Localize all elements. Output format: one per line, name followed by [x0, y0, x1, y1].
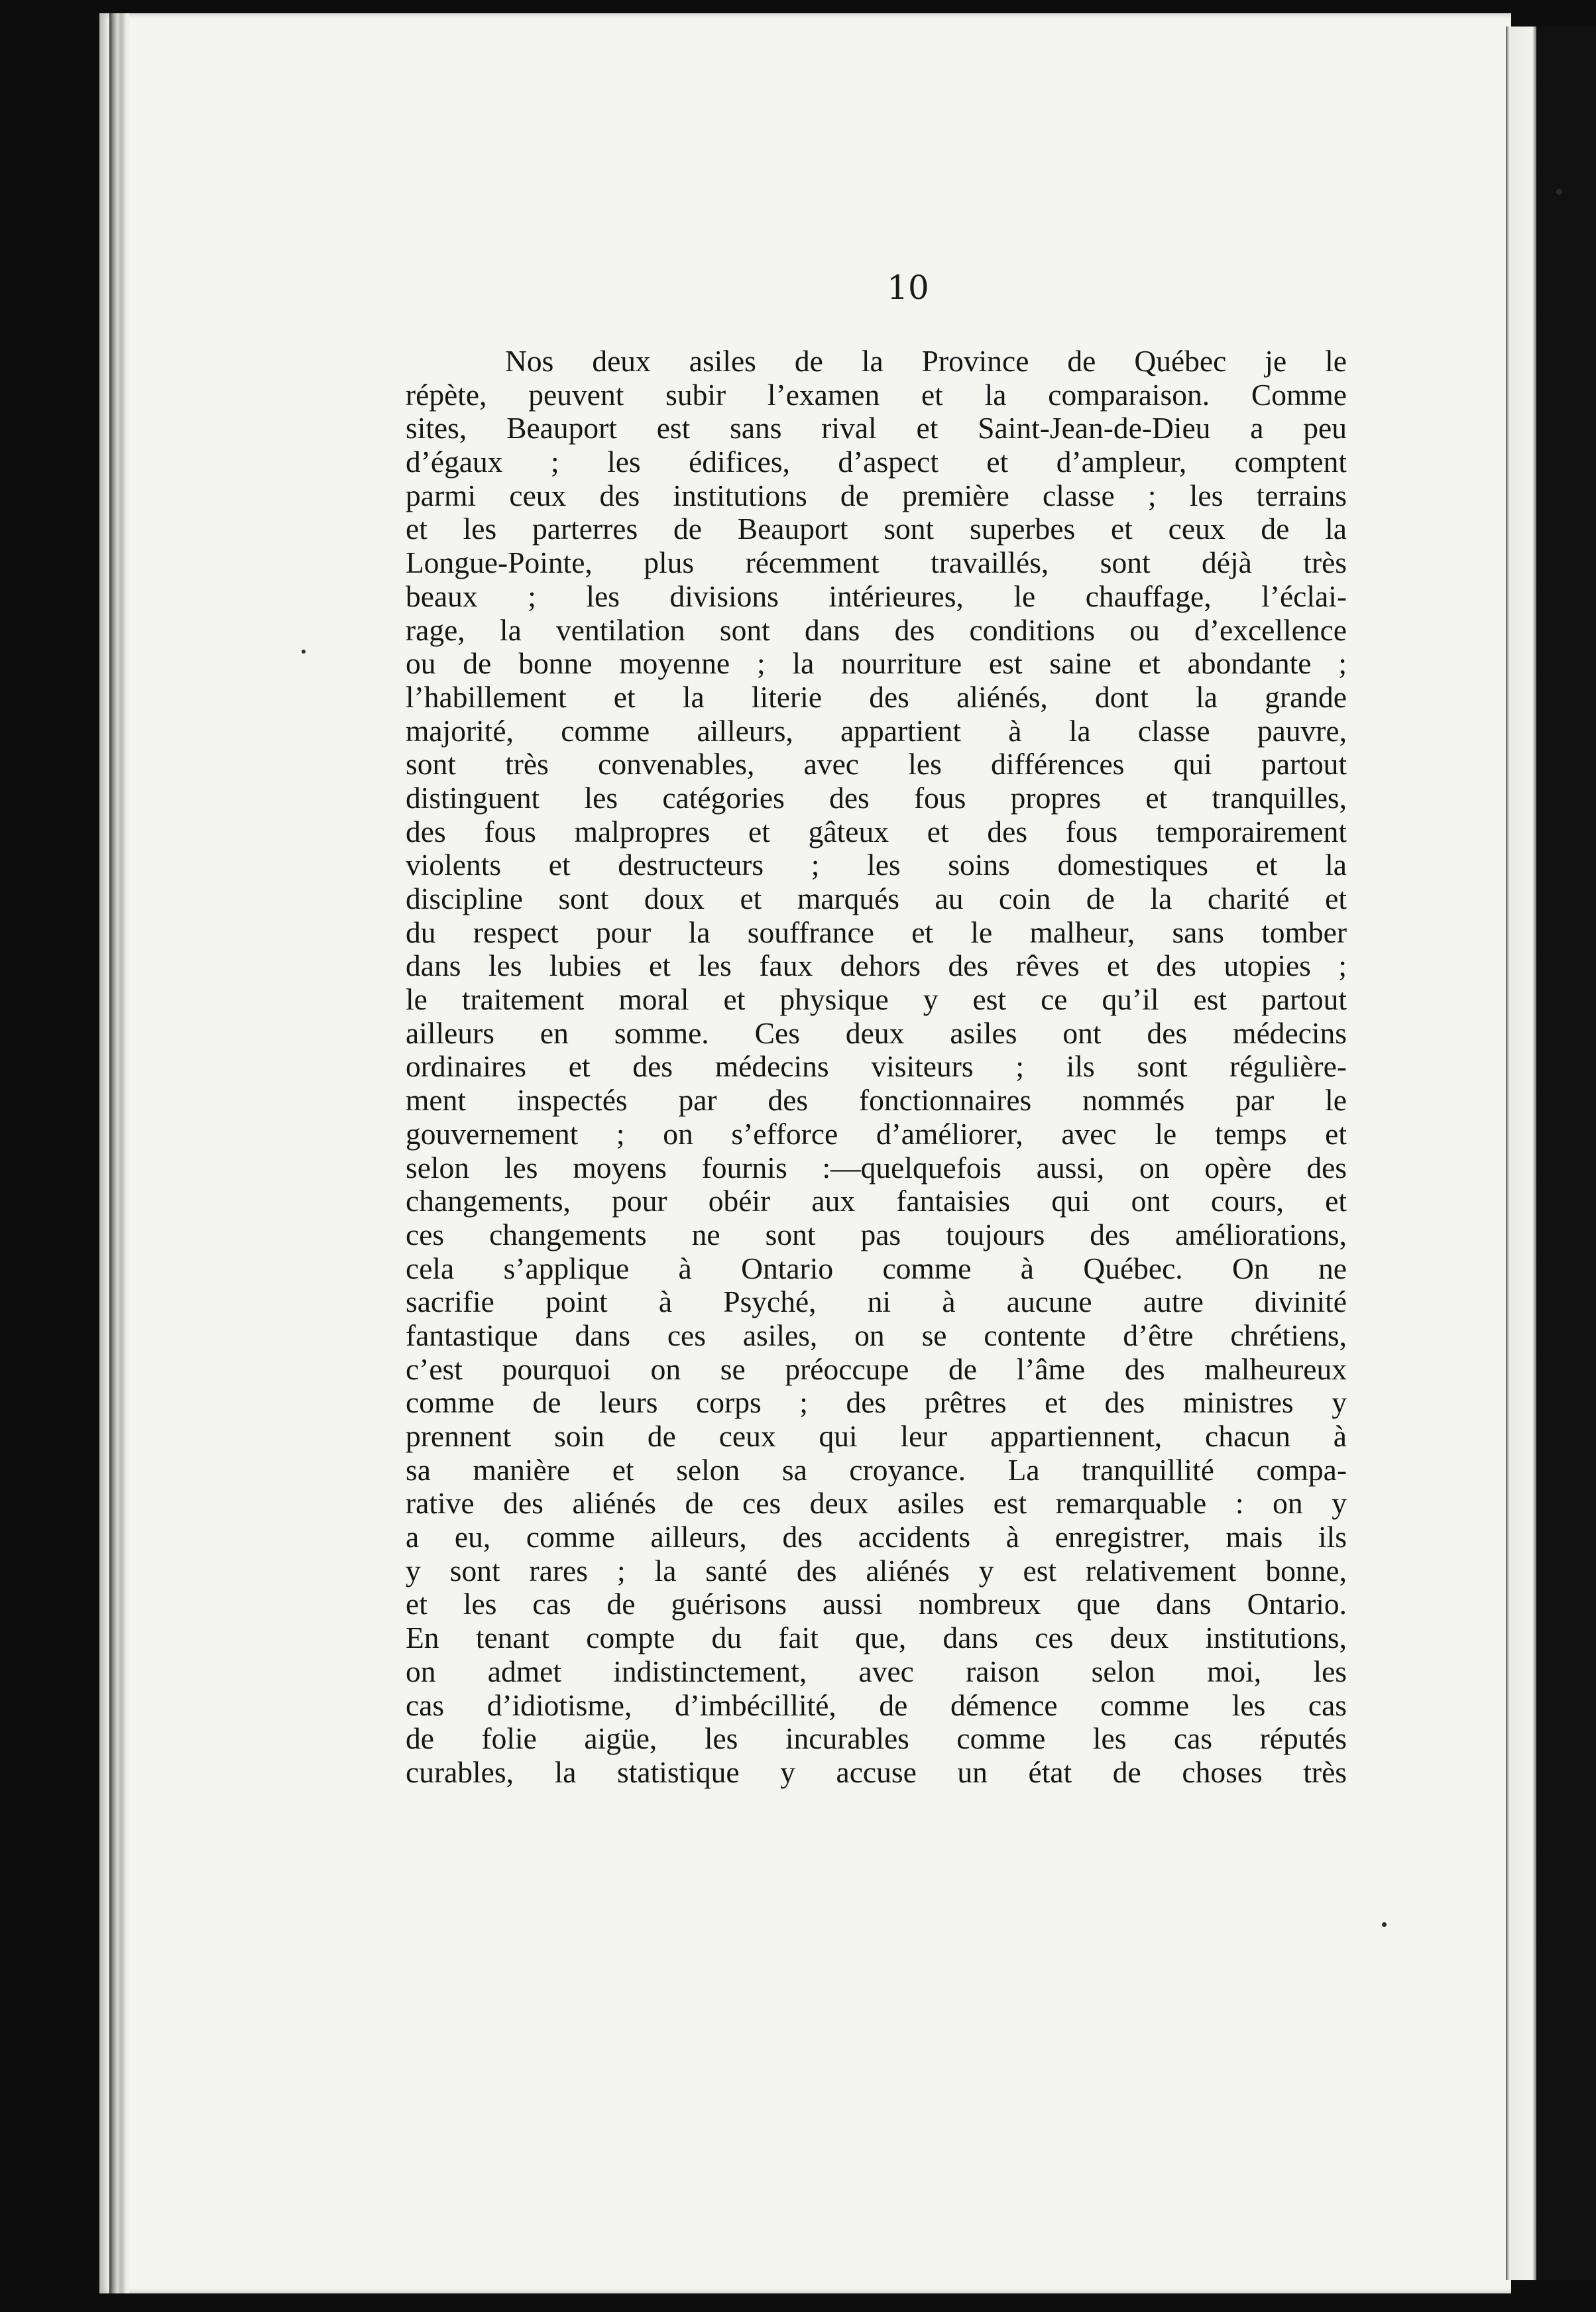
text-line: répète, peuvent subir l’examen et la comparaison. Comme: [406, 378, 1347, 412]
text-line: rative des aliénés de ces deux asiles est remarquable : on y: [406, 1487, 1347, 1521]
scan-speck: [1556, 189, 1562, 195]
text-line: discipline sont doux et marqués au coin de la charité et: [406, 882, 1347, 915]
scan-speck: [1382, 1922, 1387, 1927]
text-line: ces changements ne sont pas toujours des améliorations,: [406, 1218, 1347, 1251]
text-line: du respect pour la souffrance et le malheur, sans tomber: [406, 915, 1347, 949]
body-paragraph: [406, 345, 1347, 1790]
text-line: a eu, comme ailleurs, des accidents à enregistrer, mais ils: [406, 1521, 1347, 1554]
text-line: Longue-Pointe, plus récemment travaillés, sont déjà très: [406, 546, 1347, 580]
text-line: sites, Beauport est sans rival et Saint-Jean-de-Dieu a peu: [406, 412, 1347, 445]
text-line: Nos deux asiles de la Province de Québec je le: [505, 345, 1347, 378]
text-line: sacrifie point à Psyché, ni à aucune autre divinité: [406, 1285, 1347, 1319]
adjacent-page-edge: [1506, 27, 1536, 2280]
text-line: changements, pour obéir aux fantaisies qui ont cours, et: [406, 1185, 1347, 1218]
text-line: curables, la statistique y accuse un état de choses très: [406, 1755, 1347, 1789]
text-line: fantastique dans ces asiles, on se contente d’être chrétiens,: [406, 1318, 1347, 1352]
text-line: sa manière et selon sa croyance. La tranquillité compa-: [406, 1453, 1347, 1487]
text-line: ordinaires et des médecins visiteurs ; ils sont régulière-: [406, 1050, 1347, 1084]
text-line: y sont rares ; la santé des aliénés y est relativement bonne,: [406, 1554, 1347, 1588]
text-line: comme de leurs corps ; des prêtres et des ministres y: [406, 1386, 1347, 1420]
text-line: de folie aigüe, les incurables comme les cas réputés: [406, 1722, 1347, 1756]
text-line: et les parterres de Beauport sont superbes et ceux de la: [406, 512, 1347, 546]
scan-speck: [302, 650, 306, 654]
text-line: c’est pourquoi on se préoccupe de l’âme des malheureux: [406, 1352, 1347, 1386]
book-binding-edge: [109, 13, 129, 2293]
text-line: cas d’idiotisme, d’imbécillité, de démence comme les cas: [406, 1688, 1347, 1722]
text-line: le traitement moral et physique y est ce qu’il est partout: [406, 983, 1347, 1017]
text-line: ment inspectés par des fonctionnaires nommés par le: [406, 1084, 1347, 1118]
text-line: majorité, comme ailleurs, appartient à la classe pauvre,: [406, 714, 1347, 748]
text-line: et les cas de guérisons aussi nombreux que dans Ontario.: [406, 1588, 1347, 1621]
text-line: En tenant compte du fait que, dans ces deux institutions,: [406, 1621, 1347, 1655]
text-line: rage, la ventilation sont dans des conditions ou d’excellence: [406, 613, 1347, 647]
text-line: ou de bonne moyenne ; la nourriture est saine et abondante ;: [406, 647, 1347, 681]
text-line: l’habillement et la literie des aliénés, dont la grande: [406, 680, 1347, 714]
text-line: on admet indistinctement, avec raison selon moi, les: [406, 1654, 1347, 1688]
text-line: des fous malpropres et gâteux et des fous temporairement: [406, 815, 1347, 848]
scan-border: [1536, 27, 1596, 2280]
text-line: gouvernement ; on s’efforce d’améliorer, avec le temps et: [406, 1117, 1347, 1151]
text-line: sont très convenables, avec les différences qui partout: [406, 748, 1347, 781]
text-line: cela s’applique à Ontario comme à Québec. On ne: [406, 1251, 1347, 1285]
text-line: ailleurs en somme. Ces deux asiles ont des médecins: [406, 1016, 1347, 1050]
text-line: violents et destructeurs ; les soins domestiques et la: [406, 848, 1347, 882]
text-line: prennent soin de ceux qui leur appartiennent, chacun à: [406, 1420, 1347, 1453]
text-line: selon les moyens fournis :—quelquefois aussi, on opère des: [406, 1151, 1347, 1185]
text-line: beaux ; les divisions intérieures, le chauffage, l’éclai-: [406, 579, 1347, 613]
text-line: distinguent les catégories des fous propres et tranquilles,: [406, 781, 1347, 815]
text-line: dans les lubies et les faux dehors des rêves et des utopies ;: [406, 949, 1347, 983]
page-number: 10: [887, 268, 929, 307]
text-line: parmi ceux des institutions de première classe ; les terrains: [406, 479, 1347, 512]
text-line: d’égaux ; les édifices, d’aspect et d’ampleur, comptent: [406, 445, 1347, 479]
